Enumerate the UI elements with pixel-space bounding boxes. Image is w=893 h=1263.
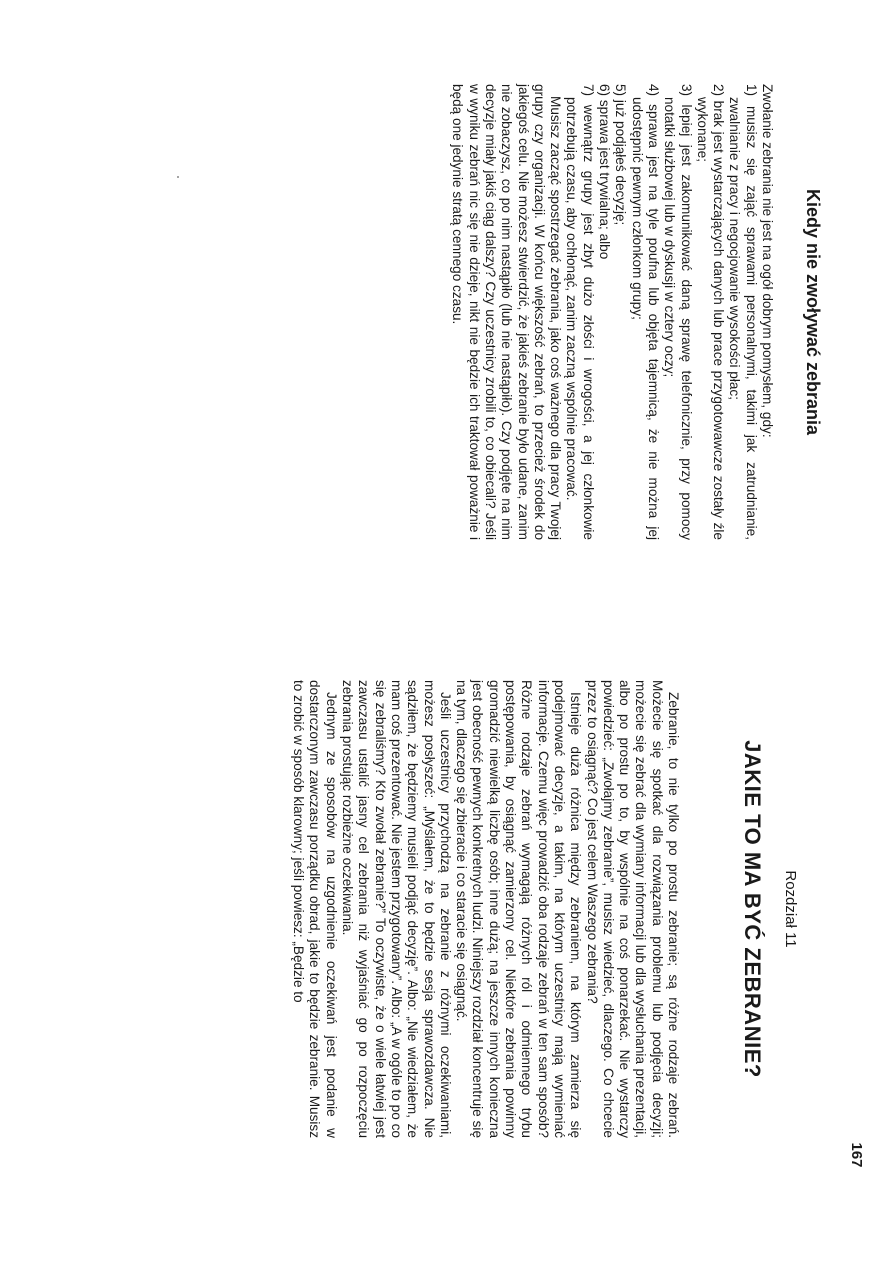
body-paragraph: Istnieje duża różnica między zebraniem, na którym zamierza się podejmować decyzje, a takim, na którym uczestnicy mają wymieniać informacje. Czemu więc prowadzić oba rodzaje zebrań w ten sam sposób? Różne rodzaje zebrań wymagają różnych ról i odmiennego trybu postępowania, by osiągnąć zamierzony cel. Niektóre zebrania powinny gromadzić niewielką liczbę osób; inne dużą; na jeszcze innych konieczna jest obecność pewnych konkretnych ludzi. Niniejszy rozdział koncentruje się na tym, dlaczego się zbieracie i co staracie się osiągnąć.	[454, 680, 584, 1138]
chapter-label: Rozdział 11	[782, 870, 799, 948]
scan-speck	[177, 176, 179, 178]
body-paragraph: Jednym ze sposobów na uzgodnienie oczekiwań jest podanie w dostarczonym zawczasu porządku obrad, jakie to będzie zebranie. Musisz to zrobić w sposób klarowny; jeśli powiesz: „Będzie to	[291, 680, 339, 1138]
chapter-title: JAKIE TO MA BYĆ ZEBRANIE?	[740, 740, 765, 1078]
list-item: 4) sprawa jest na tyle poufna lub objęta tajemnicą, że nie można jej udostępnić pewnym członkom grupy;	[629, 84, 661, 540]
list-item: 1) musisz się zająć sprawami personalnymi, takimi jak zatrudnianie, zwalnianie z pracy i negocjowanie wysokości płac;	[727, 84, 759, 540]
body-paragraph: Musisz zacząć spostrzegać zebrania, jako coś ważnego dla pracy Twojej grupy czy organizacji. W końcu większość zebrań, to przecież środek do jakiegoś celu. Nie możesz stwierdzić, że jakieś zebranie było udane, zanim nie zobaczysz, co po nim nastąpiło (lub nie nastąpiło). Czy podjęte na nim decyzje miały jakiś ciąg dalszy? Czy uczestnicy zrobili to, co obiecali? Jeśli w wyniku zebrań nic się nie dzieje, nikt nie będzie ich traktował poważnie i będą one jedynie stratą cennego czasu.	[450, 84, 564, 540]
list-item: 5) już podjąłeś decyzję;	[613, 84, 629, 226]
page-number: 167	[848, 1142, 865, 1168]
section-intro: Zwołanie zebrania nie jest na ogół dobrym pomysłem, gdy:	[760, 84, 775, 438]
left-column	[449, 84, 775, 540]
list-item: 2) brak jest wystarczających danych lub prace przygotowawcze zostały źle wykonane;	[694, 84, 727, 540]
body-paragraph: Jeśli uczestnicy przychodzą na zebranie z różnymi oczekiwaniami, możesz posłyszeć: „Myślałem, że to będzie sesja sprawozdawcza. Nie sądziłem, że będziemy musieli podjąć decyzję”. Albo: „Nie wiedziałem, że mam coś prezentować. Nie jestem przygotowany”. Albo: „A w ogóle to po co się zebraliśmy? Kto zwołał zebranie?” To oczywiste, że o wiele łatwiej jest zawczasu ustalić jasny cel zebrania niż wyjaśniać go po rozpoczęciu zebrania prostując rozbieżne oczekiwania.	[340, 680, 453, 1138]
section-heading: Kiedy nie zwoływać zebrania	[803, 188, 823, 436]
list-item: 7) wewnątrz grupy jest zbyt dużo złości i wrogości, a jej członkowie potrzebują czasu, aby ochłonąć, zanim zaczną wspólnie pracować.	[564, 84, 596, 540]
list-item: 6) sprawa jest trywialna; albo	[597, 84, 613, 260]
right-column	[290, 680, 681, 1138]
body-paragraph: Zebranie, to nie tylko po prostu zebranie; są różne rodzaje zebrań. Możecie się spotkać dla rozwiązania problemu lub podjęcia decyzji; możecie się zebrać dla wymiany informacji lub dla wysłuchania prezentacji, albo po prostu po to, by wspólnie na coś ponarzekać. Nie wystarczy powiedzieć: „Zwołajmy zebranie”, musisz wiedzieć, dlaczego. Co chcecie przez to osiągnąć? Co jest celem Waszego zebrania?	[584, 680, 681, 1138]
list-item: 3) lepiej jest zakomunikować daną sprawę telefonicznie, przy pomocy notatki służbowej lub w dyskusji w cztery oczy;	[662, 84, 694, 540]
